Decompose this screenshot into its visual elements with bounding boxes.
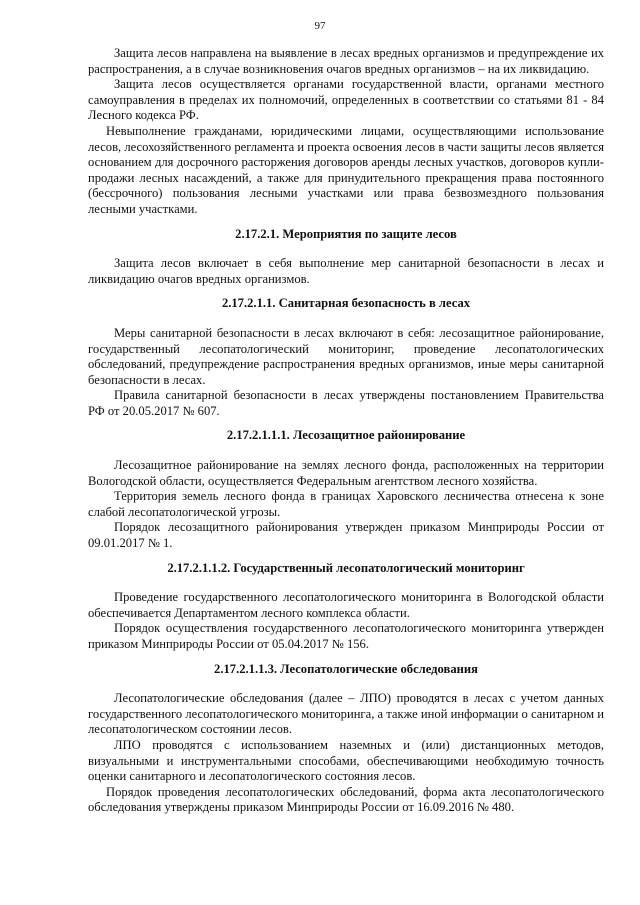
paragraph: Лесозащитное районирование на землях лесного фонда, расположенных на территории Вологодской области, осуществляется Федеральным агентством лесного хозяйства. <box>88 458 604 488</box>
paragraph: Проведение государственного лесопатологического мониторинга в Вологодской области обеспечивается Департаментом лесного комплекса области. <box>88 590 604 620</box>
paragraph: Меры санитарной безопасности в лесах включают в себя: лесозащитное районирование, государственный лесопатологический мониторинг, проведение лесопатологических обследований, предупреждение распространения вредных организмов, иные меры санитарной безопасности в лесах. <box>88 325 604 387</box>
paragraph: Защита лесов включает в себя выполнение мер санитарной безопасности в лесах и ликвидацию очагов вредных организмов. <box>88 256 604 286</box>
paragraph: Правила санитарной безопасности в лесах утверждены постановлением Правительства РФ от 20.05.2017 № 607. <box>88 388 604 418</box>
paragraph: Территория земель лесного фонда в границах Харовского лесничества отнесена к зоне слабой лесопатологической угрозы. <box>88 489 604 519</box>
section-heading: 2.17.2.1.1.1. Лесозащитное районирование <box>226 428 466 443</box>
section-heading: 2.17.2.1.1. Санитарная безопасность в лесах <box>221 296 471 311</box>
page-content <box>88 46 604 816</box>
paragraph: Порядок проведения лесопатологических обследований, форма акта лесопатологического обследования утверждены приказом Минприроды России от 16.09.2016 № 480. <box>88 784 604 815</box>
page-number: 97 <box>314 20 326 32</box>
paragraph: Порядок лесозащитного районирования утвержден приказом Минприроды России от 09.01.2017 № 1. <box>88 520 604 551</box>
paragraph: ЛПО проводятся с использованием наземных и (или) дистанционных методов, визуальными и инструментальными способами, обеспечивающими необходимую точность оценки санитарного и лесопатологического состояния лесов. <box>88 737 604 784</box>
paragraph: Невыполнение гражданами, юридическими лицами, осуществляющими использование лесов, лесохозяйственного регламента и проекта освоения лесов в части защиты лесов является основанием для досрочного расторжения договоров аренды лесных участков, договоров купли-продажи лесных насаждений, а также для принудительного прекращения права постоянного (бессрочного) пользования лесными участками или права безвозмездного пользования лесными участками. <box>88 123 604 216</box>
paragraph: Защита лесов осуществляется органами государственной власти, органами местного самоуправления в пределах их полномочий, определенных в соответствии со статьями 81 - 84 Лесного кодекса РФ. <box>88 77 604 123</box>
paragraph: Порядок осуществления государственного лесопатологического мониторинга утвержден приказом Минприроды России от 05.04.2017 № 156. <box>88 621 604 651</box>
paragraph: Лесопатологические обследования (далее – ЛПО) проводятся в лесах с учетом данных государственного лесопатологического мониторинга, а также иной информации о санитарном и лесопатологическом состоянии лесов. <box>88 691 604 737</box>
section-heading: 2.17.2.1. Мероприятия по защите лесов <box>235 226 457 241</box>
section-heading: 2.17.2.1.1.2. Государственный лесопатологический мониторинг <box>167 560 525 575</box>
paragraph: Защита лесов направлена на выявление в лесах вредных организмов и предупреждение их распространения, а в случае возникновения очагов вредных организмов – на их ликвидацию. <box>88 46 604 76</box>
section-heading: 2.17.2.1.1.3. Лесопатологические обследования <box>214 661 478 676</box>
